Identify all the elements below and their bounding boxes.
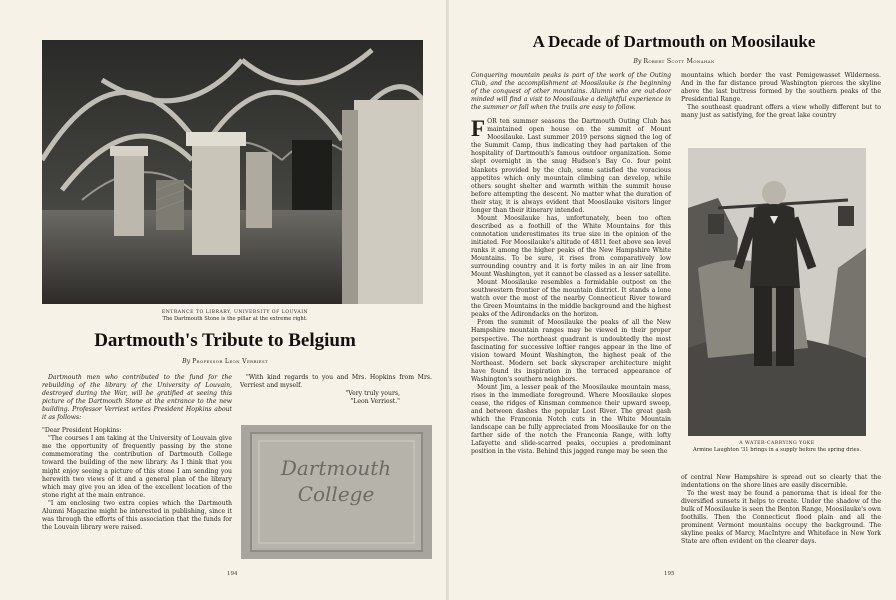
library-photo bbox=[42, 40, 423, 304]
right-column-2 bbox=[681, 72, 881, 120]
byline-verriest bbox=[100, 358, 350, 365]
letter-regards: "With kind regards to you and Mrs. Hopkins from Mrs. Verriest and myself. bbox=[240, 374, 432, 390]
lake-country-paragraph: of central New Hampshire is spread out so clearly that the indentations on the shore lines are easily discernible. bbox=[681, 474, 881, 490]
page-number-194: 194 bbox=[227, 571, 238, 577]
paragraph-2: Mount Moosilauke has, unfortunately, been too often described as a foothill of the White Mountains for this connotation underestimates its true size in the opinion of the initiated. For Moosilauke's altitude of 4811 feet above sea level ranks it among the higher peaks of the New Hampshire White Mountains. To be sure, it rises from comparatively low surrounding country and it is forty miles in an air line from Mount Washington, yet it cannot be classed as a lesser satellite. bbox=[471, 214, 671, 279]
column-2-paragraph: The southeast quadrant offers a view wholly different but to many just as satisfying, for the great lake country bbox=[681, 104, 881, 120]
drop-cap: F bbox=[471, 116, 486, 142]
right-column-2-bottom bbox=[681, 474, 881, 546]
letter-paragraph-2: "I am enclosing two extra copies which the Dartmouth Alumni Magazine might be interested in publishing, since it was through the efforts of this association that the funds for the Louvain library were raised. bbox=[42, 499, 232, 531]
byline-prefix: By bbox=[182, 358, 191, 365]
library-vault-image bbox=[42, 40, 423, 304]
salutation: "Dear President Hopkins: bbox=[42, 427, 122, 435]
yoke-photo-caption bbox=[688, 441, 866, 454]
byline-prefix: By bbox=[633, 58, 642, 65]
byline-author: Robert Scott Monahan bbox=[643, 58, 715, 65]
caption-title: ENTRANCE TO LIBRARY, UNIVERSITY OF LOUVAIN bbox=[161, 310, 309, 315]
water-yoke-photo bbox=[688, 148, 866, 436]
page-number-195: 195 bbox=[664, 571, 675, 577]
paragraph-1-text: OR ten summer seasons the Dartmouth Outing Club has maintained open house on the summit of Mount Moosilauke. Last summer 2019 persons signed the log of the Summit Camp, thus indicating they had partaken of the hospitality of Dartmouth's famous outdoor organization. Some slept overnight in the snug Hudson's Bay Co. four point blankets provided by the club, some satisfied the voracious appetites which only mountain climbing can develop, while others sought shelter and warmth within the summit house before attempting the descent. No matter what the duration of their stay, it is always evident that Moosilauke visitors linger longer than their itinerary intended. bbox=[471, 118, 671, 214]
west-panorama-paragraph: To the west may be found a panorama that is ideal for the diversified sunsets it helps to create. Under the shadow of the bulk of Moosilauke is seen the Benton Range, Moosilauke's own foothills. Then the Connecticut flood plain and all the prominent Vermont mountains occupy the background. The skyline peaks of Marcy, MacIntyre and Whiteface in New York State are often evident on the clearer days. bbox=[681, 490, 881, 546]
paragraph-1 bbox=[471, 118, 671, 215]
letter-paragraph-1: "The courses I am taking at the University of Louvain give me the opportunity of frequently passing by the stone commemorating the contribution of Dartmouth College toward the building of the new library. As I think that you might enjoy seeing a picture of this stone I am sending you herewith two views of it and a general plan of the library which may give you an idea of the excellent location of the stone right at the main entrance. bbox=[42, 435, 232, 499]
letter-closing: "Very truly yours, bbox=[345, 390, 400, 398]
right-column-1 bbox=[471, 72, 671, 456]
article-title-belgium: Dartmouth's Tribute to Belgium bbox=[94, 330, 356, 351]
caption-text: The Dartmouth Stone is the pillar at the extreme right. bbox=[162, 316, 308, 323]
byline-author: Professor Leon Verriest bbox=[192, 358, 268, 365]
library-photo-caption bbox=[120, 310, 350, 323]
dartmouth-stone-photo bbox=[241, 425, 432, 559]
yoke-man-image bbox=[688, 148, 866, 436]
article-title-moosilauke: A Decade of Dartmouth on Moosilauke bbox=[532, 32, 816, 51]
paragraph-5: Mount Jim, a lesser peak of the Moosilauke mountain mass, rises in the immediate foreground. Where Moosilauke slopes cease, the ridges of Kinsman commence their upward sweep, and between dashes the popular Lost River. The great gash which the Franconia Notch cuts in the White Mountain landscape can be fully appreciated from Moosilauke for on the farther side of the notch the Franconia Range, with lofty Lafayette and slide-scarred peaks, occupies a predominant position in the vista. Behind this jagged range may be seen the bbox=[471, 383, 671, 456]
caption-title: A WATER-CARRYING YOKE bbox=[739, 441, 815, 446]
column-2-top: mountains which border the vast Pemigewasset Wilderness. And in the far distance proud Washington pierces the skyline above the last buttress formed by the southern peaks of the Presidential Range. bbox=[681, 72, 881, 104]
paragraph-3: Mount Moosilauke resembles a formidable outpost on the southwestern frontier of the mountain district. It stands a lone watch over the most of the nearby Connecticut River toward the Green Mountains in the middle background and the highest peaks of the Adirondacks on the horizon. bbox=[471, 279, 671, 319]
intro-paragraph: Conquering mountain peaks is part of the work of the Outing Club, and the accomplishment at Moosilauke is the beginning of the conquest of other mountains. Alumni who are out-door minded will find a visit to Moosilauke a delightful experience in the summer or fall when the trails are easy to follow. bbox=[471, 72, 671, 112]
left-column-1 bbox=[42, 374, 232, 532]
right-page bbox=[449, 0, 896, 600]
intro-paragraph: Dartmouth men who contributed to the fund for the rebuilding of the library of the University of Louvain, destroyed during the War, will be gratified at seeing this picture of the Dartmouth Stone at the entrance to the new building. Professor Verriest writes President Hopkins about it as follows: bbox=[42, 374, 232, 422]
byline-monahan bbox=[549, 58, 799, 65]
stone-inscription: Dartmouth College bbox=[280, 456, 392, 506]
letter-signature: "Leon Verriest." bbox=[350, 398, 400, 406]
left-column-2 bbox=[240, 374, 432, 406]
left-page bbox=[0, 0, 447, 600]
caption-text: Armine Laughton '31 brings in a supply before the spring dries. bbox=[692, 447, 862, 454]
paragraph-4: From the summit of Moosilauke the peaks of all the New Hampshire mountain ranges may be viewed in their proper perspective. The northeast quadrant is undoubtedly the most fascinating for successive loftier ranges appear in the line of vision toward Mount Washington, the highest peak of the Northeast. Modern set back skyscraper architecture might have found its inspiration in the terraced appearance of Washington's southern neighbors. bbox=[471, 319, 671, 383]
